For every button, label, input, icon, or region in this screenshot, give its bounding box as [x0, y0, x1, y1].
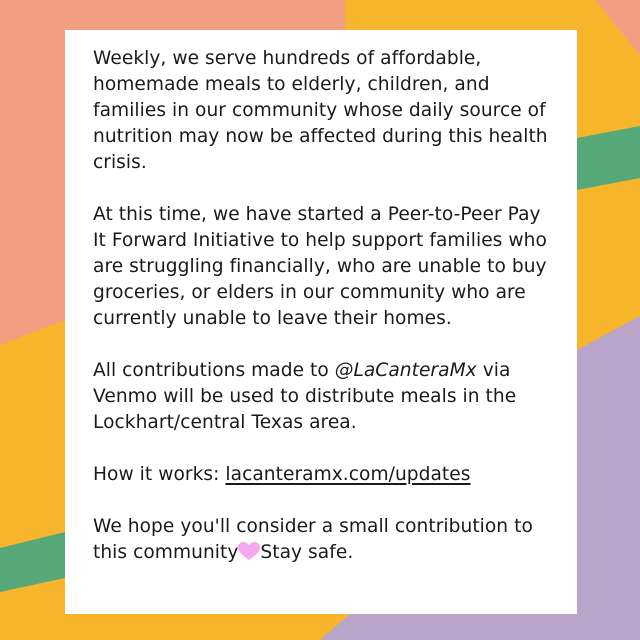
updates-link[interactable]: lacanteramx.com/updates — [225, 464, 471, 485]
paragraph-contributions — [93, 358, 557, 436]
contributions-text-before: All contributions made to — [93, 360, 335, 381]
contributions-text-after: via Venmo will be used to distribute meals in the Lockhart/central Texas area. — [93, 360, 517, 433]
paragraph-weekly-meals: Weekly, we serve hundreds of affordable, homemade meals to elderly, children, and families in our community whose daily source of nutrition may now be affected during this health crisis. — [93, 48, 548, 173]
how-it-works-label: How it works: — [93, 464, 226, 485]
message-card — [65, 30, 577, 614]
closing-text-after: Stay safe. — [260, 542, 354, 563]
venmo-handle: @LaCanteraMx — [334, 360, 477, 381]
paragraph-how-it-works — [93, 462, 557, 488]
closing-text-before: We hope you'll consider a small contribution to this community — [93, 516, 533, 563]
paragraph-closing — [93, 514, 557, 569]
paragraph-initiative: At this time, we have started a Peer-to-Peer Pay It Forward Initiative to help support families who are struggling financially, who are unable to buy groceries, or elders in our community who are currently unable to leave their homes. — [93, 204, 547, 329]
heart-icon — [238, 542, 260, 569]
